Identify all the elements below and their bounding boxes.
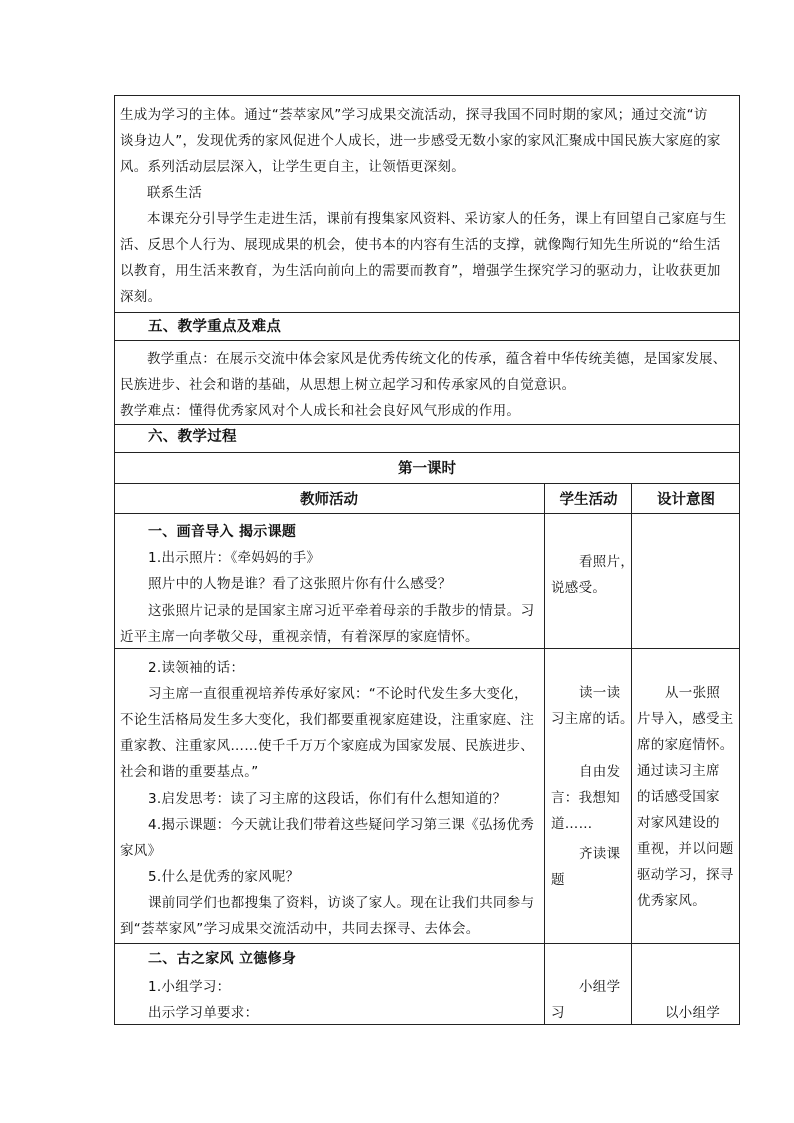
table-rule: [114, 340, 740, 341]
teacher-line: 4.揭示课题：今天就让我们带着这些疑问学习第三课《弘扬优秀: [148, 817, 535, 833]
student-line: 道……: [551, 816, 593, 832]
teacher-line: 不论生活格局发生多大变化，我们都要重视家庭建设，注重家庭、注: [120, 712, 534, 728]
design-line: 的话感受国家: [637, 789, 720, 805]
teacher-line: 社会和谐的重要基点。”: [120, 764, 259, 780]
table-rule: [114, 943, 740, 944]
student-line: 题: [551, 872, 565, 888]
design-line: 片导入，感受主: [637, 711, 734, 727]
table-rule: [114, 312, 740, 313]
student-line: 读一读: [579, 685, 621, 701]
student-line: 习: [551, 1005, 565, 1021]
design-line: 从一张照: [665, 685, 721, 701]
section-heading: 五、教学重点及难点: [148, 319, 282, 335]
design-line: 通过读习主席: [637, 763, 720, 779]
student-line: 说感受。: [551, 580, 607, 596]
table-rule: [114, 483, 740, 484]
design-line: 重视，并以问题: [637, 841, 734, 857]
part-heading: 一、画音导入 揭示课题: [148, 524, 297, 540]
design-line: 席的家庭情怀。: [637, 737, 734, 753]
teacher-line: 3.启发思考：读了习主席的这段话，你们有什么想知道的？: [148, 791, 507, 807]
intro-line: 以教育，用生活来教育，为生活向前向上的需要而教育”，增强学生探究学习的驱动力，让收获更加: [120, 263, 721, 279]
intro-line: 风。系列活动层层深入，让学生更自主，让领悟更深刻。: [120, 159, 465, 175]
teacher-line: 近平主席一向孝敬父母，重视亲情，有着深厚的家庭情怀。: [120, 629, 479, 645]
teacher-line: 到“荟萃家风”学习成果交流活动中，共同去探寻、去体会。: [120, 921, 480, 937]
teacher-line: 课前同学们也都搜集了资料，访谈了家人。现在让我们共同参与: [148, 895, 535, 911]
student-line: 自由发: [579, 764, 621, 780]
teacher-line: 1.出示照片：《牵妈妈的手》: [148, 550, 321, 566]
student-line: 习主席的话。: [551, 711, 634, 727]
teacher-line: 家风》: [120, 843, 162, 859]
teacher-line: 重家教、注重家风……使千千万万个家庭成为国家发展、民族进步、: [120, 738, 534, 754]
difficult-point-line: 教学难点：懂得优秀家风对个人成长和社会良好风气形成的作用。: [120, 403, 521, 419]
teacher-line: 照片中的人物是谁？看了这张照片你有什么感受？: [148, 576, 452, 592]
intro-line: 生成为学习的主体。通过“荟萃家风”学习成果交流活动，探寻我国不同时期的家风；通过交流“访: [120, 107, 708, 123]
teacher-line: 这张照片记录的是国家主席习近平牵着母亲的手散步的情景。习: [148, 603, 535, 619]
table-rule: [544, 483, 545, 1025]
lesson-title: 第一课时: [398, 461, 456, 477]
table-rule: [739, 95, 740, 1025]
teacher-line: 2.读领袖的话：: [148, 660, 245, 676]
student-line: 齐读课: [579, 846, 621, 862]
intro-line: 深刻。: [120, 289, 162, 305]
student-line: 看照片，: [579, 554, 635, 570]
section-heading: 六、教学过程: [148, 429, 237, 445]
student-line: 言：我想知: [551, 790, 620, 806]
design-line: 以小组学: [665, 1005, 721, 1021]
part-heading: 二、古之家风 立德修身: [148, 951, 297, 967]
table-rule: [114, 452, 740, 453]
column-header-design: 设计意图: [657, 492, 715, 508]
intro-subheading: 联系生活: [147, 185, 203, 201]
design-line: 驱动学习，探寻: [637, 867, 734, 883]
intro-line: 本课充分引导学生走进生活，课前有搜集家风资料、采访家人的任务，课上有回望自己家庭与生: [147, 211, 727, 227]
design-line: 优秀家风。: [637, 893, 706, 909]
teacher-line: 习主席一直很重视培养传承好家风：“不论时代发生多大变化，: [148, 686, 528, 702]
key-point-line: 教学重点：在展示交流中体会家风是优秀传统文化的传承，蕴含着中华传统美德，是国家发展、: [147, 351, 727, 367]
column-header-teacher: 教师活动: [300, 492, 358, 508]
teacher-line: 出示学习单要求：: [148, 1005, 259, 1021]
column-header-student: 学生活动: [559, 492, 618, 508]
key-point-line: 民族进步、社会和谐的基础，从思想上树立起学习和传承家风的自觉意识。: [120, 377, 576, 393]
teacher-line: 5.什么是优秀的家风呢？: [148, 869, 300, 885]
teacher-line: 1.小组学习：: [148, 979, 231, 995]
student-line: 小组学: [579, 979, 621, 995]
table-rule: [114, 513, 740, 514]
table-rule: [114, 95, 740, 96]
design-line: 对家风建设的: [637, 815, 720, 831]
table-rule: [114, 95, 115, 1025]
intro-line: 谈身边人”，发现优秀的家风促进个人成长，进一步感受无数小家的家风汇聚成中国民族大家庭的家: [120, 133, 721, 149]
intro-line: 活、反思个人行为、展现成果的机会，使书本的内容有生活的支撑，就像陶行知先生所说的“给生活: [120, 237, 721, 253]
